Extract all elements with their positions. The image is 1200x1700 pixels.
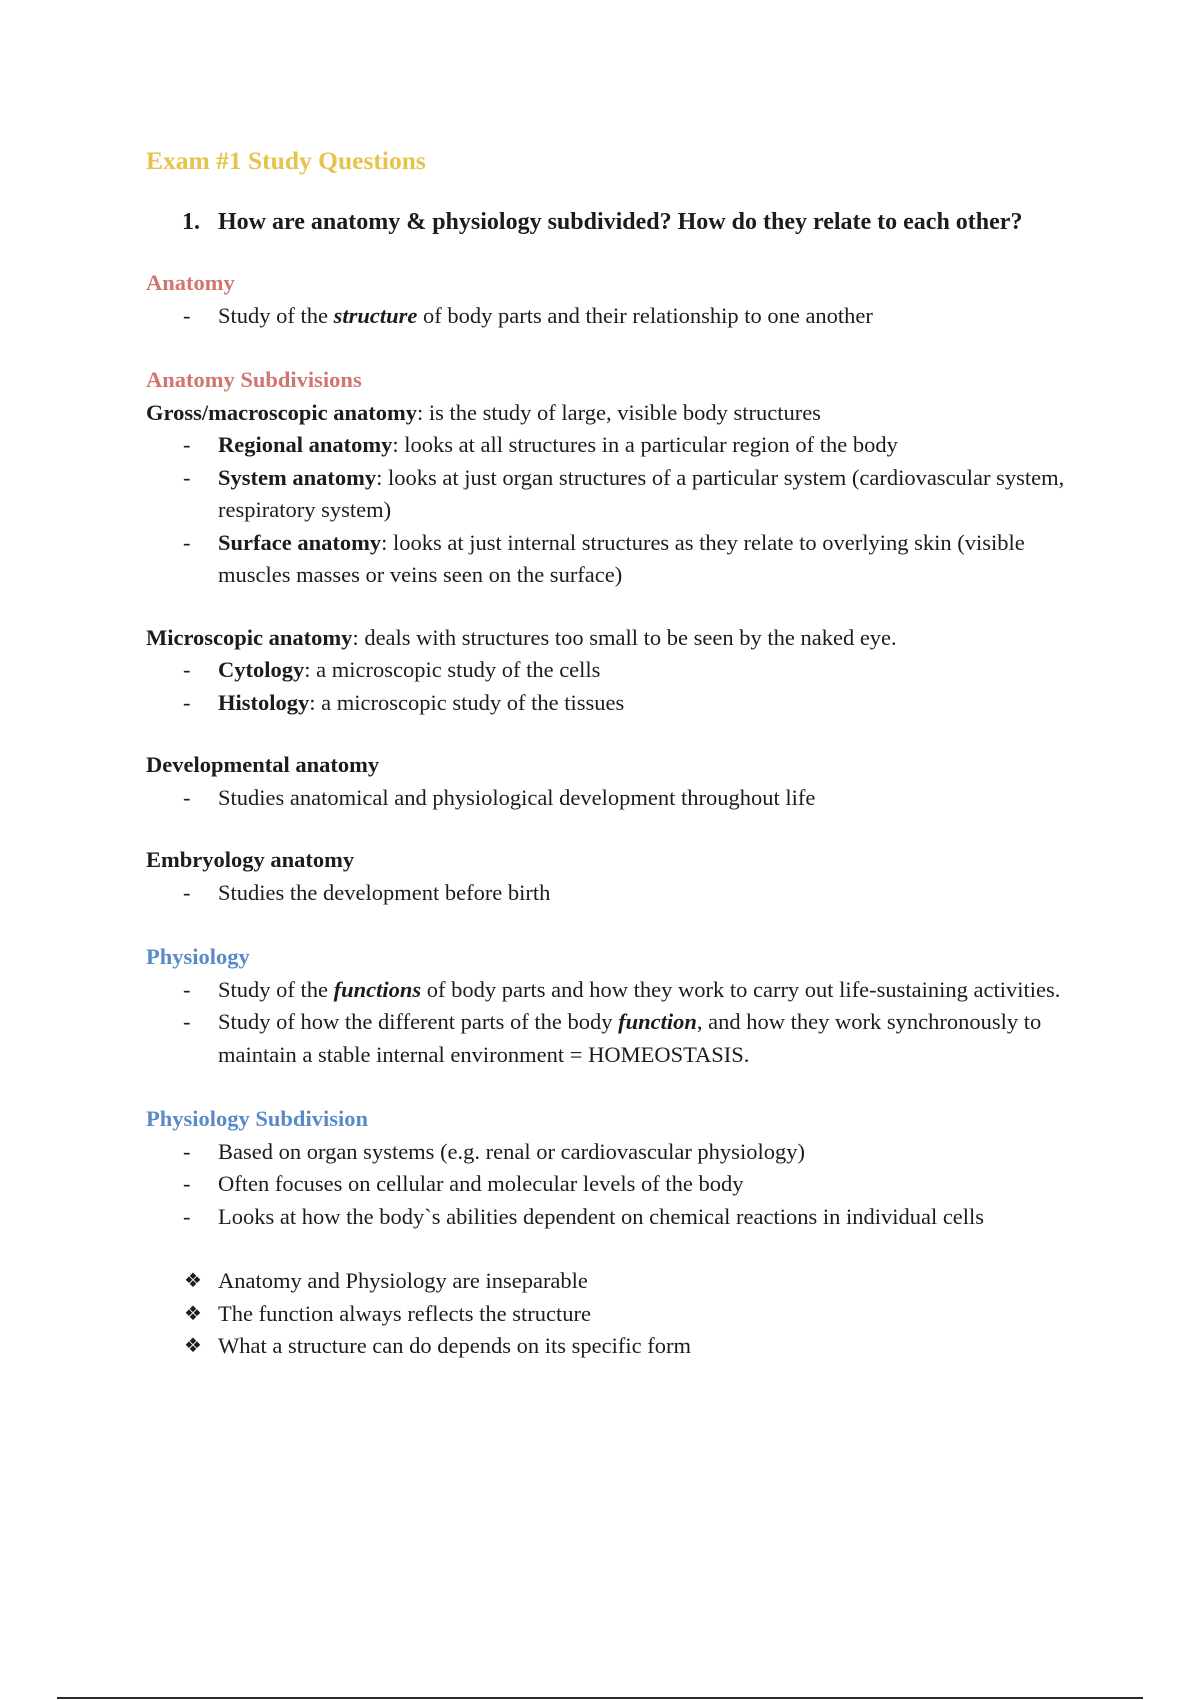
document-title: Exam #1 Study Questions (146, 146, 426, 175)
microscopic-anatomy-definition: Microscopic anatomy: deals with structures too small to be seen by the naked eye. (146, 624, 897, 650)
list-item: - Study of the structure of body parts and their relationship to one another (146, 300, 1096, 333)
list-item: - Surface anatomy: looks at just internal structures as they relate to overlying skin (visible muscles masses or veins seen on the surface) (146, 527, 1096, 592)
dash-marker: - (183, 976, 191, 1002)
physiology-subdivision-list (146, 1136, 1096, 1234)
footer-divider (57, 1697, 1143, 1699)
anatomy-heading: Anatomy (146, 270, 235, 295)
list-item: - Studies the development before birth (146, 877, 1096, 910)
question-1 (146, 205, 1096, 239)
list-item: - Study of the functions of body parts and how they work to carry out life-sustaining activities. (146, 974, 1096, 1007)
embryology-anatomy-list (146, 877, 1096, 910)
anatomy-list (146, 300, 1096, 333)
dash-marker: - (183, 657, 191, 682)
dash-marker: - (183, 1203, 191, 1229)
list-item: ❖ Anatomy and Physiology are inseparable (146, 1265, 1096, 1298)
microscopic-anatomy-list (146, 654, 1096, 719)
emphasis-functions: functions (333, 976, 422, 1002)
physiology-list (146, 974, 1096, 1072)
emphasis-function: function (618, 1009, 697, 1034)
list-item: - Regional anatomy: looks at all structures in a particular region of the body (146, 429, 1096, 462)
dash-marker: - (183, 432, 191, 457)
developmental-anatomy-list (146, 782, 1096, 815)
gross-anatomy-definition: Gross/macroscopic anatomy: is the study of large, visible body structures (146, 399, 821, 425)
list-item: - Study of how the different parts of the body function, and how they work synchronously to maintain a stable internal environment = HOMEOSTASIS. (146, 1006, 1096, 1071)
gross-anatomy-term: Gross/macroscopic anatomy (146, 399, 418, 425)
dash-marker: - (183, 302, 191, 328)
dash-marker: - (183, 1009, 191, 1034)
document-content (146, 143, 1096, 1363)
diamond-bullet-icon: ❖ (184, 1302, 202, 1325)
diamond-bullet-icon: ❖ (184, 1270, 202, 1292)
dash-marker: - (183, 689, 191, 715)
dash-marker: - (183, 879, 191, 905)
dash-marker: - (183, 1138, 191, 1164)
physiology-subdivision-heading: Physiology Subdivision (146, 1106, 368, 1131)
list-item: - Histology: a microscopic study of the tissues (146, 687, 1096, 720)
list-item: ❖ What a structure can do depends on its specific form (146, 1330, 1096, 1363)
list-item: ❖ The function always reflects the structure (146, 1298, 1096, 1331)
physiology-heading: Physiology (146, 944, 250, 969)
list-item: - Studies anatomical and physiological development throughout life (146, 782, 1096, 815)
dash-marker: - (183, 784, 191, 810)
emphasis-structure: structure (333, 302, 418, 328)
list-item: - Looks at how the body`s abilities dependent on chemical reactions in individual cells (146, 1201, 1096, 1234)
summary-list (146, 1265, 1096, 1363)
anatomy-subdivisions-heading: Anatomy Subdivisions (146, 367, 362, 392)
question-text: How are anatomy & physiology subdivided? How do they relate to each other? (218, 209, 1023, 235)
question-number: 1. (182, 209, 200, 235)
diamond-bullet-icon: ❖ (184, 1335, 202, 1357)
dash-marker: - (183, 1171, 191, 1196)
dash-marker: - (183, 529, 191, 555)
list-item: - Often focuses on cellular and molecular levels of the body (146, 1168, 1096, 1201)
developmental-anatomy-heading: Developmental anatomy (146, 752, 380, 777)
gross-anatomy-list (146, 429, 1096, 592)
list-item: - System anatomy: looks at just organ structures of a particular system (cardiovascular system, respiratory system) (146, 462, 1096, 527)
list-item: - Based on organ systems (e.g. renal or cardiovascular physiology) (146, 1136, 1096, 1169)
dash-marker: - (183, 464, 191, 490)
list-item: - Cytology: a microscopic study of the cells (146, 654, 1096, 687)
embryology-anatomy-heading: Embryology anatomy (146, 847, 355, 872)
microscopic-anatomy-term: Microscopic anatomy (146, 624, 353, 650)
